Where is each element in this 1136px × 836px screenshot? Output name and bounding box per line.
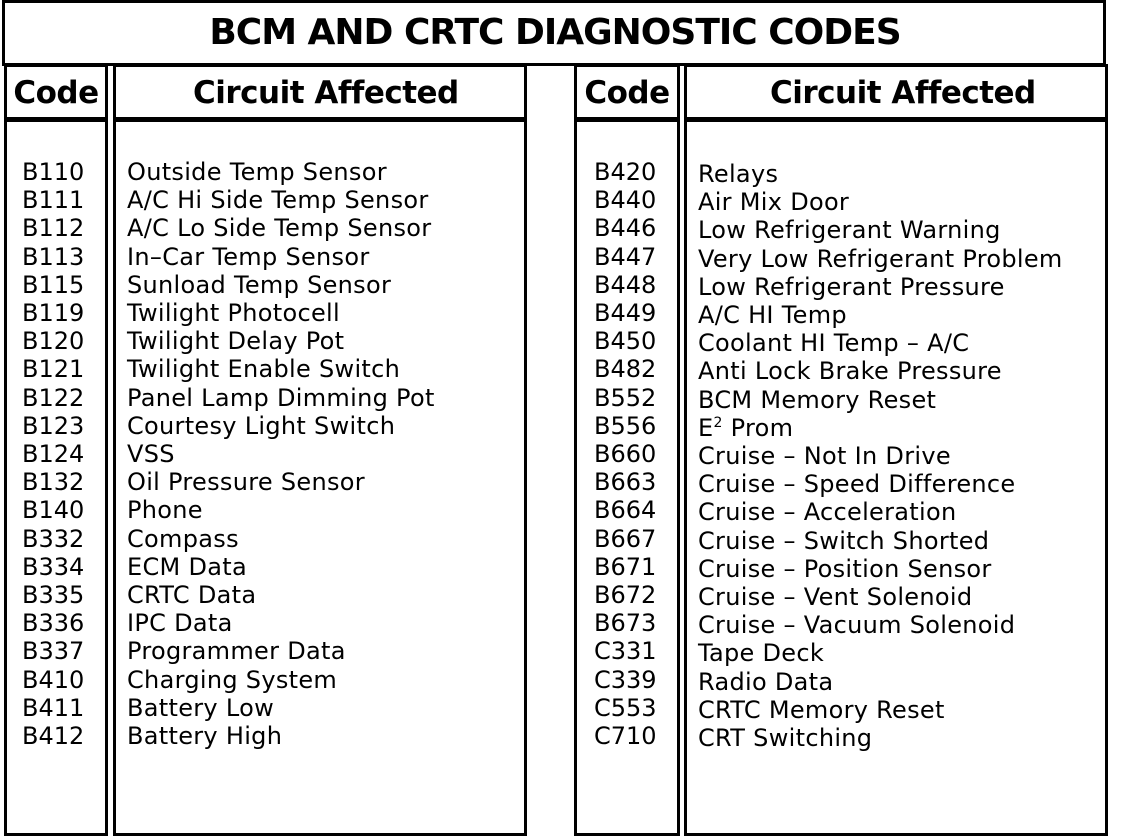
table-row-code: B122 bbox=[22, 383, 85, 412]
table-row-code: B663 bbox=[594, 468, 657, 497]
table-row-circuit: Twilight Delay Pot bbox=[127, 327, 345, 356]
table-row-code: B449 bbox=[594, 299, 657, 328]
table-row-circuit: A/C Lo Side Temp Sensor bbox=[127, 214, 432, 243]
table-row-code: B671 bbox=[594, 552, 657, 581]
table-row-code: B335 bbox=[22, 581, 85, 610]
table-row-circuit: Sunload Temp Sensor bbox=[127, 270, 392, 299]
table-row-code: B410 bbox=[22, 665, 85, 694]
table-row-circuit: Programmer Data bbox=[127, 637, 346, 666]
superscript: 2 bbox=[713, 414, 723, 431]
table-row-circuit: Air Mix Door bbox=[698, 188, 850, 217]
table-row-code: B447 bbox=[594, 242, 657, 271]
table-row-circuit: Coolant HI Temp – A/C bbox=[698, 329, 970, 358]
right-circuit-header: Circuit Affected bbox=[770, 75, 1036, 111]
left-code-list bbox=[22, 158, 84, 750]
table-row-code: B112 bbox=[22, 214, 85, 243]
table-row-circuit: Panel Lamp Dimming Pot bbox=[127, 383, 435, 412]
table-row-circuit: Compass bbox=[127, 524, 239, 553]
table-row-circuit: Cruise – Position Sensor bbox=[698, 554, 992, 583]
table-row-code: B440 bbox=[594, 186, 657, 215]
table-row-code: B334 bbox=[22, 552, 85, 581]
table-row-circuit: VSS bbox=[127, 440, 175, 469]
table-row-code: B123 bbox=[22, 411, 85, 440]
table-row-code: B446 bbox=[594, 214, 657, 243]
table-row-code: B448 bbox=[594, 270, 657, 299]
table-row-code: B124 bbox=[22, 440, 85, 469]
table-row-code: B552 bbox=[594, 383, 657, 412]
left-circuit-list bbox=[127, 158, 435, 750]
table-row-code: B450 bbox=[594, 327, 657, 356]
table-row-circuit: Low Refrigerant Warning bbox=[698, 216, 1001, 245]
table-row-circuit: Tape Deck bbox=[698, 639, 825, 668]
left-circuit-header: Circuit Affected bbox=[193, 75, 459, 111]
right-circuit-list bbox=[698, 160, 1063, 752]
table-row-code: B132 bbox=[22, 468, 85, 497]
table-row-circuit: Cruise – Switch Shorted bbox=[698, 526, 990, 555]
right-code-header: Code bbox=[584, 75, 670, 111]
table-row-code: B336 bbox=[22, 609, 85, 638]
table-row-code: B121 bbox=[22, 355, 85, 384]
page-title: BCM AND CRTC DIAGNOSTIC CODES bbox=[209, 11, 901, 53]
table-row-circuit: Cruise – Speed Difference bbox=[698, 470, 1016, 499]
table-row-code: B337 bbox=[22, 637, 85, 666]
table-row-circuit: Courtesy Light Switch bbox=[127, 411, 396, 440]
table-row-code: B110 bbox=[22, 158, 85, 186]
table-row-circuit: IPC Data bbox=[127, 609, 233, 638]
table-row-code: C710 bbox=[594, 722, 657, 751]
table-row-circuit: Twilight Photocell bbox=[127, 299, 340, 328]
table-row-code: B115 bbox=[22, 270, 85, 299]
table-row-circuit: Outside Temp Sensor bbox=[127, 158, 387, 186]
table-row-code: B111 bbox=[22, 186, 85, 215]
table-row-circuit: BCM Memory Reset bbox=[698, 385, 937, 414]
right-code-list bbox=[594, 158, 657, 750]
table-row-circuit: Battery High bbox=[127, 722, 283, 751]
table-row-circuit: A/C Hi Side Temp Sensor bbox=[127, 186, 429, 215]
table-row-code: C331 bbox=[594, 637, 657, 666]
table-row-code: B667 bbox=[594, 524, 657, 553]
table-row-circuit: Anti Lock Brake Pressure bbox=[698, 357, 1002, 386]
left-code-header: Code bbox=[13, 75, 99, 111]
table-row-code: B120 bbox=[22, 327, 85, 356]
table-row-code: C339 bbox=[594, 665, 657, 694]
circuit-text-suffix: Prom bbox=[722, 413, 794, 442]
table-row-code: B482 bbox=[594, 355, 657, 384]
table-row-code: B420 bbox=[594, 158, 657, 186]
table-row-circuit: Cruise – Vent Solenoid bbox=[698, 583, 973, 612]
table-row-circuit: Low Refrigerant Pressure bbox=[698, 272, 1005, 301]
table-row-circuit bbox=[698, 414, 1063, 442]
table-row-circuit: CRTC Data bbox=[127, 581, 257, 610]
table-row-circuit: Charging System bbox=[127, 665, 338, 694]
table-row-code: B119 bbox=[22, 299, 85, 328]
table-row-circuit: Cruise – Vacuum Solenoid bbox=[698, 611, 1016, 640]
table-row-circuit: Oil Pressure Sensor bbox=[127, 468, 365, 497]
table-row-circuit: Twilight Enable Switch bbox=[127, 355, 401, 384]
table-row-circuit: Phone bbox=[127, 496, 203, 525]
table-row-code: B556 bbox=[594, 411, 657, 440]
table-row-code: B664 bbox=[594, 496, 657, 525]
table-row-circuit: A/C HI Temp bbox=[698, 301, 847, 330]
table-row-code: B140 bbox=[22, 496, 85, 525]
circuit-text: E bbox=[698, 413, 714, 442]
table-row-circuit: Battery Low bbox=[127, 693, 275, 722]
table-row-circuit: Relays bbox=[698, 160, 779, 188]
table-row-code: B412 bbox=[22, 722, 85, 751]
table-row-code: C553 bbox=[594, 693, 657, 722]
table-row-code: B673 bbox=[594, 609, 657, 638]
table-row-circuit: Radio Data bbox=[698, 667, 834, 696]
table-row-circuit: CRT Switching bbox=[698, 724, 873, 753]
table-row-code: B672 bbox=[594, 581, 657, 610]
table-row-code: B332 bbox=[22, 524, 85, 553]
table-row-code: B411 bbox=[22, 693, 85, 722]
table-row-code: B113 bbox=[22, 242, 85, 271]
table-row-circuit: ECM Data bbox=[127, 552, 247, 581]
table-row-circuit: Cruise – Not In Drive bbox=[698, 442, 951, 471]
table-row-code: B660 bbox=[594, 440, 657, 469]
table-row-circuit: Cruise – Acceleration bbox=[698, 498, 957, 527]
table-row-circuit: In–Car Temp Sensor bbox=[127, 242, 370, 271]
table-row-circuit: Very Low Refrigerant Problem bbox=[698, 244, 1063, 273]
table-row-circuit: CRTC Memory Reset bbox=[698, 695, 945, 724]
